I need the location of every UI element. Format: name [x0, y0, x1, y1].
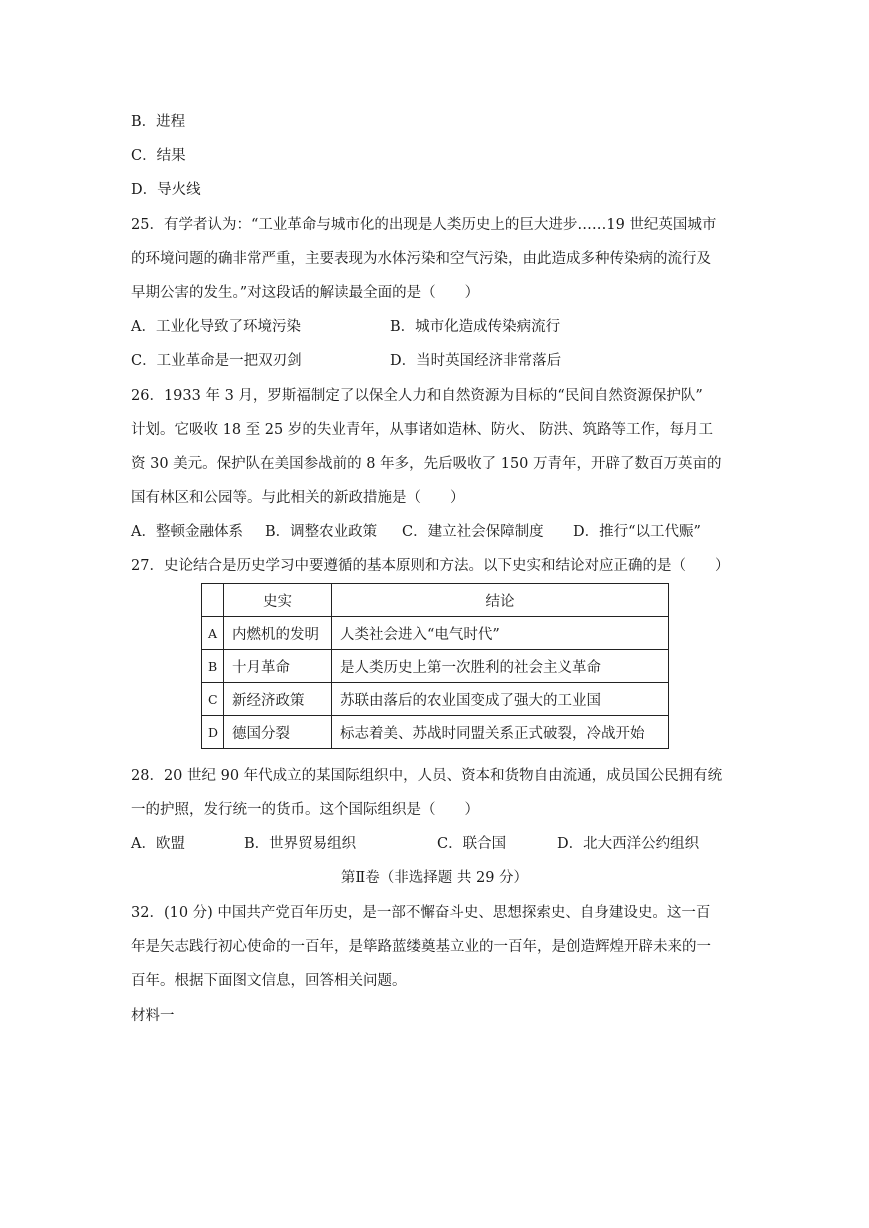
q26-stem-line-4: 国有林区和公园等。与此相关的新政措施是（ ） — [131, 490, 465, 506]
q28-option-d: D．北大西洋公约组织 — [557, 836, 700, 852]
q25-option-d: D．当时英国经济非常落后 — [390, 353, 562, 369]
table-cell-fact: 十月革命 — [224, 650, 332, 683]
q28-stem-line-1: 28．20 世纪 90 年代成立的某国际组织中，人员、资本和货物自由流通，成员国公民拥有统 — [131, 768, 723, 784]
q26-option-d: D．推行“以工代赈” — [573, 524, 701, 540]
q25-stem-line-3: 早期公害的发生。”对这段话的解读最全面的是（ ） — [131, 285, 480, 301]
q26-option-a: A．整顿金融体系 — [131, 524, 243, 540]
q32-material-label: 材料一 — [131, 1008, 175, 1024]
q25-stem-line-1: 25．有学者认为：“工业革命与城市化的出现是人类历史上的巨大进步……19 世纪英国城市 — [131, 217, 717, 233]
table-cell-letter: C — [202, 683, 224, 716]
table-cell-letter: D — [202, 716, 224, 749]
table-header-fact: 史实 — [224, 584, 332, 617]
q25-option-b: B．城市化造成传染病流行 — [390, 319, 561, 335]
q26-stem-line-1: 26．1933 年 3 月，罗斯福制定了以保全人力和自然资源为目标的“民间自然资源保护队” — [131, 388, 703, 404]
table-row — [202, 716, 669, 749]
q25-stem-line-2: 的环境问题的确非常严重，主要表现为水体污染和空气污染，由此造成多种传染病的流行及 — [131, 251, 711, 267]
table-cell-fact: 内燃机的发明 — [224, 617, 332, 650]
q28-stem-line-2: 一的护照，发行统一的货币。这个国际组织是（ ） — [131, 802, 479, 818]
q32-stem-line-2: 年是矢志践行初心使命的一百年，是筚路蓝缕奠基立业的一百年，是创造辉煌开辟未来的一 — [131, 939, 711, 955]
table-row — [202, 650, 669, 683]
q32-stem-line-3: 百年。根据下面图文信息，回答相关问题。 — [131, 973, 407, 989]
table-header-row — [202, 584, 669, 617]
q28-option-c: C．联合国 — [437, 836, 507, 852]
table-cell-letter: B — [202, 650, 224, 683]
table-cell-fact: 德国分裂 — [224, 716, 332, 749]
q27-facts-table — [201, 583, 669, 749]
table-header-letter — [202, 584, 224, 617]
q28-option-b: B．世界贸易组织 — [244, 836, 357, 852]
table-cell-conclusion: 是人类历史上第一次胜利的社会主义革命 — [332, 650, 669, 683]
q25-option-c: C．工业革命是一把双刃剑 — [131, 353, 302, 369]
table-row — [202, 683, 669, 716]
q24-option-d: D．导火线 — [131, 182, 201, 198]
q26-option-b: B．调整农业政策 — [265, 524, 378, 540]
q25-option-a: A．工业化导致了环境污染 — [131, 319, 301, 335]
table-cell-fact: 新经济政策 — [224, 683, 332, 716]
q26-option-c: C．建立社会保障制度 — [402, 524, 544, 540]
table-row — [202, 617, 669, 650]
q24-option-c: C．结果 — [131, 148, 186, 164]
q28-option-a: A．欧盟 — [131, 836, 185, 852]
q26-stem-line-2: 计划。它吸收 18 至 25 岁的失业青年，从事诸如造林、防火、 防洪、筑路等工作，每月工 — [131, 422, 713, 438]
section-2-title: 第Ⅱ卷（非选择题 共 29 分） — [340, 870, 529, 886]
q32-stem-line-1: 32．(10 分) 中国共产党百年历史，是一部不懈奋斗史、思想探索史、自身建设史。这一百 — [131, 905, 711, 921]
q26-stem-line-3: 资 30 美元。保护队在美国参战前的 8 年多，先后吸收了 150 万青年，开辟了数百万英亩的 — [131, 456, 722, 472]
q24-option-b: B．进程 — [131, 114, 186, 130]
q27-stem: 27．史论结合是历史学习中要遵循的基本原则和方法。以下史实和结论对应正确的是（ ） — [131, 558, 730, 574]
table-cell-conclusion: 标志着美、苏战时同盟关系正式破裂，冷战开始 — [332, 716, 669, 749]
table-cell-conclusion: 人类社会进入“电气时代” — [332, 617, 669, 650]
table-cell-conclusion: 苏联由落后的农业国变成了强大的工业国 — [332, 683, 669, 716]
table-header-conclusion: 结论 — [332, 584, 669, 617]
table-cell-letter: A — [202, 617, 224, 650]
